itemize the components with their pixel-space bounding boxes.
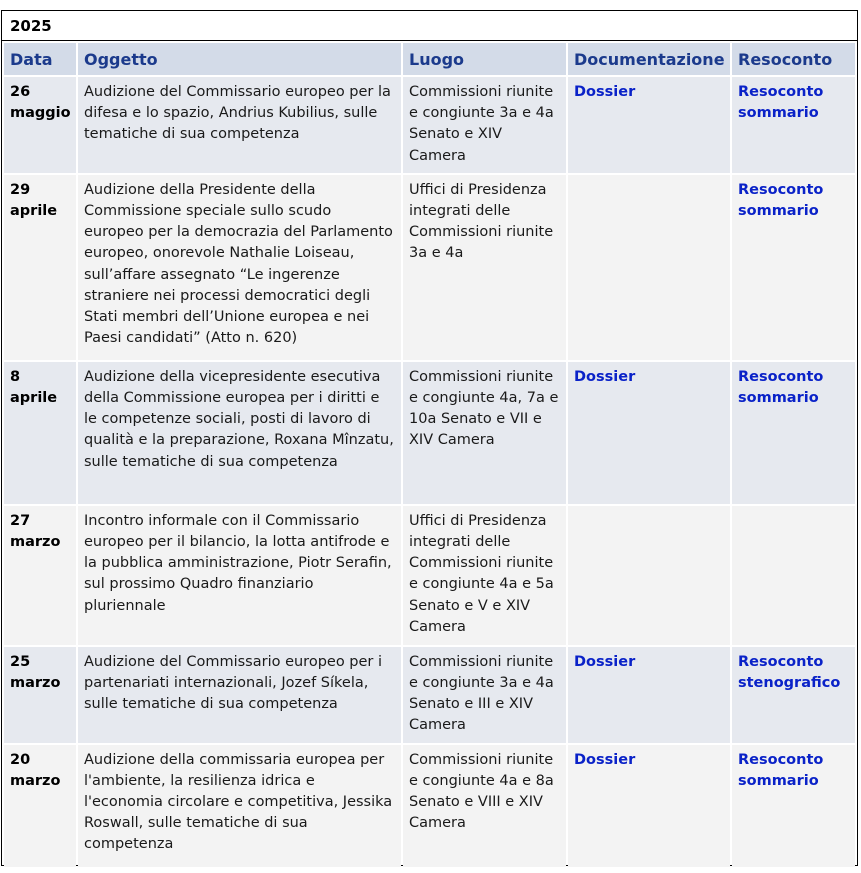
row-report-cell <box>732 175 855 360</box>
row-docs-cell <box>568 77 730 173</box>
row-date: 8 aprile <box>4 362 76 504</box>
row-date: 26 maggio <box>4 77 76 173</box>
column-header-report: Resoconto <box>732 43 855 75</box>
row-subject: Audizione del Commissario europeo per i partenariati internazionali, Jozef Síkela, sulle tematiche di sua competenza <box>78 647 401 743</box>
row-date: 27 marzo <box>4 506 76 645</box>
column-header-docs: Documentazione <box>568 43 730 75</box>
table-row <box>4 362 855 504</box>
row-subject: Audizione della vicepresidente esecutiva della Commissione europea per i diritti e le competenze sociali, posti di lavoro di qualità e la preparazione, Roxana Mînzatu, sulle tematiche di sua competenza <box>78 362 401 504</box>
row-place: Commissioni riunite e congiunte 4a, 7a e 10a Senato e VII e XIV Camera <box>403 362 566 504</box>
report-link[interactable]: Resoconto stenografico <box>738 653 841 692</box>
report-link[interactable]: Resoconto sommario <box>738 84 824 122</box>
row-place: Commissioni riunite e congiunte 3a e 4a Senato e III e XIV Camera <box>403 647 566 743</box>
column-header-date: Data <box>4 43 76 75</box>
hearings-table <box>2 41 857 869</box>
row-report-cell <box>732 745 855 867</box>
row-subject: Audizione della commissaria europea per l'ambiente, la resilienza idrica e l'economia circolare e competitiva, Jessika Roswall, sulle tematiche di sua competenza <box>78 745 401 867</box>
dossier-link[interactable]: Dossier <box>574 653 636 670</box>
row-docs-cell <box>568 647 730 743</box>
row-docs-cell <box>568 745 730 867</box>
row-docs-cell <box>568 362 730 504</box>
report-link[interactable]: Resoconto sommario <box>738 751 824 789</box>
dossier-link[interactable]: Dossier <box>574 751 636 768</box>
table-row <box>4 745 855 867</box>
row-report-cell <box>732 647 855 743</box>
column-header-place: Luogo <box>403 43 566 75</box>
table-row <box>4 506 855 645</box>
row-docs-cell <box>568 175 730 360</box>
row-docs-cell <box>568 506 730 645</box>
row-report-cell <box>732 506 855 645</box>
row-report-cell <box>732 77 855 173</box>
year-title: 2025 <box>2 11 857 41</box>
row-date: 29 aprile <box>4 175 76 360</box>
row-place: Commissioni riunite e congiunte 3a e 4a Senato e XIV Camera <box>403 77 566 173</box>
hearings-panel <box>1 10 858 866</box>
row-place: Uffici di Presidenza integrati delle Commissioni riunite e congiunte 4a e 5a Senato e V e XIV Camera <box>403 506 566 645</box>
report-link[interactable]: Resoconto sommario <box>738 368 824 407</box>
row-subject: Audizione del Commissario europeo per la difesa e lo spazio, Andrius Kubilius, sulle tematiche di sua competenza <box>78 77 401 173</box>
row-report-cell <box>732 362 855 504</box>
row-date: 25 marzo <box>4 647 76 743</box>
report-link[interactable]: Resoconto sommario <box>738 181 824 220</box>
table-row <box>4 647 855 743</box>
dossier-link[interactable]: Dossier <box>574 84 636 100</box>
row-place: Commissioni riunite e congiunte 4a e 8a Senato e VIII e XIV Camera <box>403 745 566 867</box>
dossier-link[interactable]: Dossier <box>574 368 636 385</box>
row-subject: Incontro informale con il Commissario europeo per il bilancio, la lotta antifrode e la pubblica amministrazione, Piotr Serafin, sul prossimo Quadro finanziario pluriennale <box>78 506 401 645</box>
table-row <box>4 77 855 173</box>
row-place: Uffici di Presidenza integrati delle Commissioni riunite 3a e 4a <box>403 175 566 360</box>
header-row <box>4 43 855 75</box>
row-subject: Audizione della Presidente della Commissione speciale sullo scudo europeo per la democrazia del Parlamento europeo, onorevole Nathalie Loiseau, sull’affare assegnato “Le ingerenze straniere nei processi democratici degli Stati membri dell’Unione europea e nei Paesi candidati” (Atto n. 620) <box>78 175 401 360</box>
table-row <box>4 175 855 360</box>
column-header-subject: Oggetto <box>78 43 401 75</box>
row-date: 20 marzo <box>4 745 76 867</box>
